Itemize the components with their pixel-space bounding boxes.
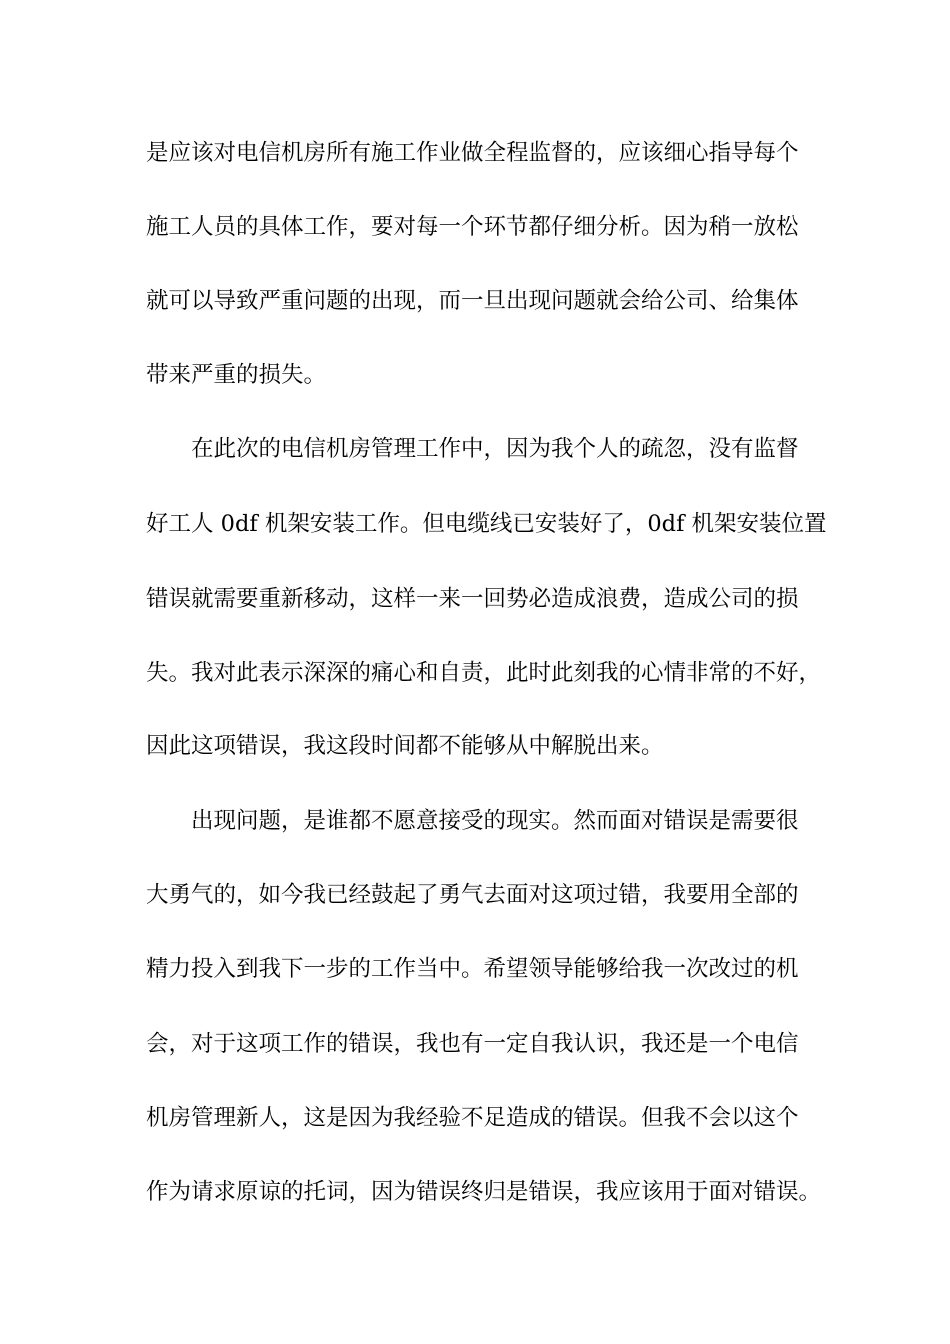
text-line-content: 就可以导致严重问题的出现，而一旦出现问题就会给公司、给集体 — [146, 288, 799, 314]
text-line — [0, 726, 950, 766]
text-line — [0, 355, 950, 395]
text-line — [0, 1172, 950, 1212]
text-line — [0, 281, 950, 321]
paragraph-first-line — [0, 429, 950, 469]
text-line — [0, 949, 950, 989]
text-line-content: 错误就需要重新移动，这样一来一回势必造成浪费，造成公司的损 — [146, 586, 799, 612]
text-line — [0, 1024, 950, 1064]
text-line-content: 机房管理新人，这是因为我经验不足造成的错误。但我不会以这个 — [146, 1105, 799, 1131]
text-line — [0, 875, 950, 915]
paragraph-first-line — [0, 801, 950, 841]
text-line-content: 带来严重的损失。 — [146, 362, 327, 388]
text-line — [0, 653, 950, 693]
text-line — [0, 133, 950, 173]
text-line-content: 因此这项错误，我这段时间都不能够从中解脱出来。 — [146, 733, 664, 759]
text-line — [0, 579, 950, 619]
text-line — [0, 207, 950, 247]
text-line-content: 好工人 0df 机架安装工作。但电缆线已安装好了，0df 机架安装位置 — [146, 511, 827, 537]
text-line-content: 精力投入到我下一步的工作当中。希望领导能够给我一次改过的机 — [146, 956, 799, 982]
text-line-content: 失。我对此表示深深的痛心和自责，此时此刻我的心情非常的不好， — [146, 660, 822, 686]
text-line-content: 会，对于这项工作的错误，我也有一定自我认识，我还是一个电信 — [146, 1031, 799, 1057]
text-line-content: 大勇气的，如今我已经鼓起了勇气去面对这项过错，我要用全部的 — [146, 882, 799, 908]
text-line-content: 施工人员的具体工作，要对每一个环节都仔细分析。因为稍一放松 — [146, 214, 799, 240]
text-line-content: 作为请求原谅的托词，因为错误终归是错误，我应该用于面对错误。 — [146, 1179, 822, 1205]
text-line-content: 出现问题，是谁都不愿意接受的现实。然而面对错误是需要很 — [191, 808, 799, 834]
text-line — [0, 1098, 950, 1138]
text-line-content: 是应该对电信机房所有施工作业做全程监督的，应该细心指导每个 — [146, 140, 799, 166]
text-line-content: 在此次的电信机房管理工作中，因为我个人的疏忽，没有监督 — [191, 436, 799, 462]
text-line — [0, 504, 950, 544]
